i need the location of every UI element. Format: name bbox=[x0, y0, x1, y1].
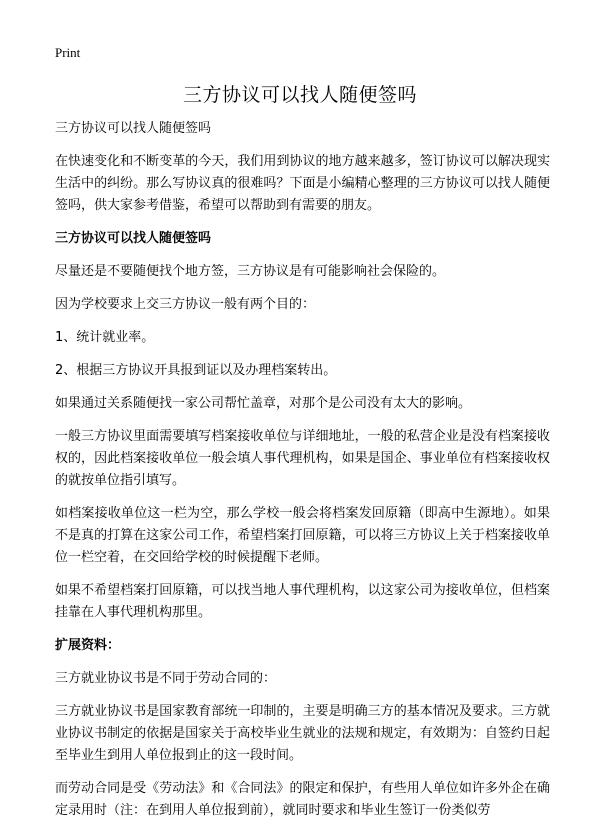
paragraph: 而劳动合同是受《劳动法》和《合同法》的限定和保护，有些用人单位如许多外企在确定录用时（注：在到用人单位报到前），就同时要求和毕业生签订一份类似劳 bbox=[55, 781, 550, 818]
paragraph: 一般三方协议里面需要填写档案接收单位与详细地址，一般的私营企业是没有档案接收权的，因此档案接收单位一般会填人事代理机构，如果是国企、事业单位有档案接收权的就按单位指引填写。 bbox=[55, 429, 550, 488]
paragraph: 三方就业协议书是不同于劳动合同的： bbox=[55, 671, 277, 686]
paragraph: 因为学校要求上交三方协议一般有两个目的： bbox=[55, 297, 316, 312]
paragraph: 如果不希望档案打回原籍，可以找当地人事代理机构，以这家公司为接收单位，但档案挂靠在人事代理机构那里。 bbox=[55, 583, 550, 620]
paragraph: 如果通过关系随便找一家公司帮忙盖章，对那个是公司没有太大的影响。 bbox=[55, 396, 472, 411]
section-heading: 三方协议可以找人随便签吗 bbox=[55, 231, 212, 246]
intro-subtitle: 三方协议可以找人随便签吗 bbox=[55, 121, 212, 136]
print-link[interactable]: Print bbox=[55, 45, 81, 60]
intro-paragraph: 在快速变化和不断变革的今天，我们用到协议的地方越来越多，签订协议可以解决现实生活中的纠纷。那么写协议真的很难吗？下面是小编精心整理的三方协议可以找人随便签吗，供大家参考借鉴，希望可以帮助到有需要的朋友。 bbox=[55, 154, 550, 213]
list-item: 1、统计就业率。 bbox=[55, 330, 155, 345]
document-body bbox=[55, 118, 550, 828]
document-title: 三方协议可以找人随便签吗 bbox=[182, 84, 417, 106]
paragraph: 尽量还是不要随便找个地方签，三方协议是有可能影响社会保险的。 bbox=[55, 264, 446, 279]
list-item: 2、根据三方协议开具报到证以及办理档案转出。 bbox=[55, 363, 337, 378]
extended-heading: 扩展资料： bbox=[55, 638, 121, 653]
paragraph: 如档案接收单位这一栏为空，那么学校一般会将档案发回原籍（即高中生源地）。如果不是真的打算在这家公司工作，希望档案打回原籍，可以将三方协议上关于档案接收单位一栏空着，在交回给学校的时候提醒下老师。 bbox=[55, 506, 550, 565]
paragraph: 三方就业协议书是国家教育部统一印制的，主要是明确三方的基本情况及要求。三方就业协议书制定的依据是国家关于高校毕业生就业的法规和规定，有效期为：自签约日起至毕业生到用人单位报到止的这一段时间。 bbox=[55, 704, 550, 763]
